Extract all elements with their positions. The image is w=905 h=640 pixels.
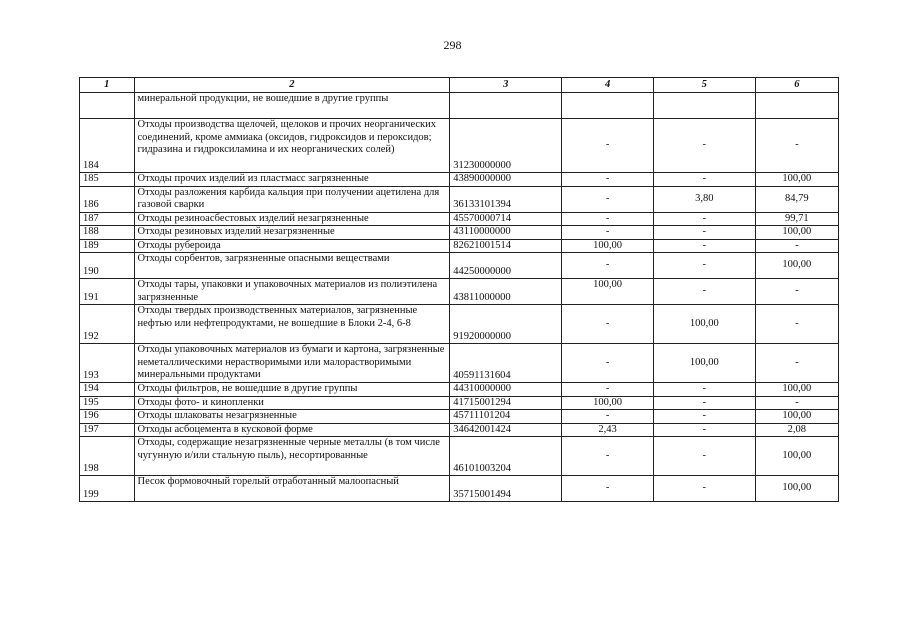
header-col-4: 4 <box>562 78 654 93</box>
waste-name: Отходы сорбентов, загрязненные опасными веществами <box>134 253 450 279</box>
waste-code: 91920000000 <box>450 305 562 344</box>
row-number: 196 <box>80 410 135 424</box>
table-row <box>80 93 839 119</box>
value-col-4: 2,43 <box>562 423 654 437</box>
table-row <box>80 305 839 344</box>
waste-name: Отходы фильтров, не вошедшие в другие группы <box>134 383 450 397</box>
waste-code <box>450 93 562 119</box>
waste-code: 82621001514 <box>450 239 562 253</box>
waste-name: Песок формовочный горелый отработанный малоопасный <box>134 476 450 502</box>
table-row <box>80 423 839 437</box>
table-row <box>80 186 839 212</box>
value-col-5: - <box>653 410 755 424</box>
value-col-5: 3,80 <box>653 186 755 212</box>
table-row <box>80 173 839 187</box>
value-col-5: 100,00 <box>653 305 755 344</box>
table-row <box>80 396 839 410</box>
value-col-5: - <box>653 119 755 173</box>
value-col-6: 100,00 <box>755 226 838 240</box>
value-col-4: 100,00 <box>562 239 654 253</box>
table-row <box>80 437 839 476</box>
value-col-5: - <box>653 423 755 437</box>
waste-code: 45570000714 <box>450 212 562 226</box>
row-number <box>80 93 135 119</box>
value-col-4: - <box>562 253 654 279</box>
value-col-4: 100,00 <box>562 279 654 305</box>
value-col-4: - <box>562 305 654 344</box>
value-col-5: - <box>653 396 755 410</box>
row-number: 195 <box>80 396 135 410</box>
waste-name: минеральной продукции, не вошедшие в другие группы <box>134 93 450 119</box>
waste-table <box>79 77 839 502</box>
value-col-5: - <box>653 239 755 253</box>
waste-code: 44250000000 <box>450 253 562 279</box>
table-row <box>80 119 839 173</box>
value-col-6: 100,00 <box>755 476 838 502</box>
value-col-5: - <box>653 383 755 397</box>
waste-code: 46101003204 <box>450 437 562 476</box>
table-row <box>80 344 839 383</box>
row-number: 186 <box>80 186 135 212</box>
header-col-2: 2 <box>134 78 450 93</box>
table-row <box>80 410 839 424</box>
table-row <box>80 253 839 279</box>
table-row <box>80 279 839 305</box>
waste-name: Отходы упаковочных материалов из бумаги и картона, загрязненные неметаллическими нерастворимыми или малорастворимыми минеральными продуктами <box>134 344 450 383</box>
value-col-4 <box>562 93 654 119</box>
value-col-5: 100,00 <box>653 344 755 383</box>
value-col-5: - <box>653 279 755 305</box>
table-row <box>80 383 839 397</box>
value-col-6 <box>755 93 838 119</box>
row-number: 184 <box>80 119 135 173</box>
waste-code: 44310000000 <box>450 383 562 397</box>
value-col-6: 100,00 <box>755 410 838 424</box>
value-col-4: - <box>562 173 654 187</box>
waste-code: 43110000000 <box>450 226 562 240</box>
row-number: 189 <box>80 239 135 253</box>
value-col-6: 100,00 <box>755 437 838 476</box>
header-col-1: 1 <box>80 78 135 93</box>
row-number: 187 <box>80 212 135 226</box>
value-col-6: 100,00 <box>755 173 838 187</box>
row-number: 185 <box>80 173 135 187</box>
value-col-4: - <box>562 119 654 173</box>
row-number: 190 <box>80 253 135 279</box>
row-number: 198 <box>80 437 135 476</box>
waste-name: Отходы резиновых изделий незагрязненные <box>134 226 450 240</box>
row-number: 188 <box>80 226 135 240</box>
waste-name: Отходы, содержащие незагрязненные черные металлы (в том числе чугунную и/или стальную пыль), несортированные <box>134 437 450 476</box>
row-number: 193 <box>80 344 135 383</box>
waste-name: Отходы твердых производственных материалов, загрязненные нефтью или нефтепродуктами, не вошедшие в Блоки 2-4, 6-8 <box>134 305 450 344</box>
waste-code: 36133101394 <box>450 186 562 212</box>
table-row <box>80 226 839 240</box>
value-col-5: - <box>653 226 755 240</box>
waste-code: 35715001494 <box>450 476 562 502</box>
value-col-5: - <box>653 173 755 187</box>
value-col-4: - <box>562 344 654 383</box>
row-number: 199 <box>80 476 135 502</box>
waste-code: 45711101204 <box>450 410 562 424</box>
waste-name: Отходы тары, упаковки и упаковочных материалов из полиэтилена загрязненные <box>134 279 450 305</box>
value-col-5: - <box>653 476 755 502</box>
value-col-4: - <box>562 212 654 226</box>
value-col-6: 100,00 <box>755 253 838 279</box>
value-col-6: - <box>755 239 838 253</box>
value-col-5: - <box>653 437 755 476</box>
value-col-6: 84,79 <box>755 186 838 212</box>
value-col-4: - <box>562 383 654 397</box>
header-col-6: 6 <box>755 78 838 93</box>
row-number: 191 <box>80 279 135 305</box>
waste-name: Отходы резиноасбестовых изделий незагрязненные <box>134 212 450 226</box>
value-col-6: - <box>755 305 838 344</box>
row-number: 192 <box>80 305 135 344</box>
value-col-4: - <box>562 437 654 476</box>
value-col-4: 100,00 <box>562 396 654 410</box>
header-col-3: 3 <box>450 78 562 93</box>
value-col-6: - <box>755 279 838 305</box>
value-col-4: - <box>562 226 654 240</box>
waste-name: Отходы рубероида <box>134 239 450 253</box>
value-col-4: - <box>562 186 654 212</box>
table-row <box>80 476 839 502</box>
waste-code: 43890000000 <box>450 173 562 187</box>
waste-code: 31230000000 <box>450 119 562 173</box>
value-col-5: - <box>653 212 755 226</box>
value-col-4: - <box>562 476 654 502</box>
waste-name: Отходы асбоцемента в кусковой форме <box>134 423 450 437</box>
value-col-4: - <box>562 410 654 424</box>
waste-name: Отходы прочих изделий из пластмасс загрязненные <box>134 173 450 187</box>
table-row <box>80 212 839 226</box>
waste-name: Отходы шлаковаты незагрязненные <box>134 410 450 424</box>
waste-name: Отходы фото- и кинопленки <box>134 396 450 410</box>
value-col-6: - <box>755 344 838 383</box>
value-col-6: 2,08 <box>755 423 838 437</box>
row-number: 197 <box>80 423 135 437</box>
waste-code: 34642001424 <box>450 423 562 437</box>
header-col-5: 5 <box>653 78 755 93</box>
value-col-6: - <box>755 396 838 410</box>
waste-code: 40591131604 <box>450 344 562 383</box>
value-col-5 <box>653 93 755 119</box>
value-col-5: - <box>653 253 755 279</box>
waste-name: Отходы разложения карбида кальция при получении ацетилена для газовой сварки <box>134 186 450 212</box>
waste-name: Отходы производства щелочей, щелоков и прочих неорганических соединений, кроме аммиака (оксидов, гидроксидов и пероксидов; гидразина и гидроксиламина и их неорганических солей) <box>134 119 450 173</box>
value-col-6: 99,71 <box>755 212 838 226</box>
row-number: 194 <box>80 383 135 397</box>
table-header-row <box>80 78 839 93</box>
waste-code: 43811000000 <box>450 279 562 305</box>
page-number: 298 <box>443 38 462 52</box>
waste-code: 41715001294 <box>450 396 562 410</box>
table-row <box>80 239 839 253</box>
value-col-6: 100,00 <box>755 383 838 397</box>
value-col-6: - <box>755 119 838 173</box>
